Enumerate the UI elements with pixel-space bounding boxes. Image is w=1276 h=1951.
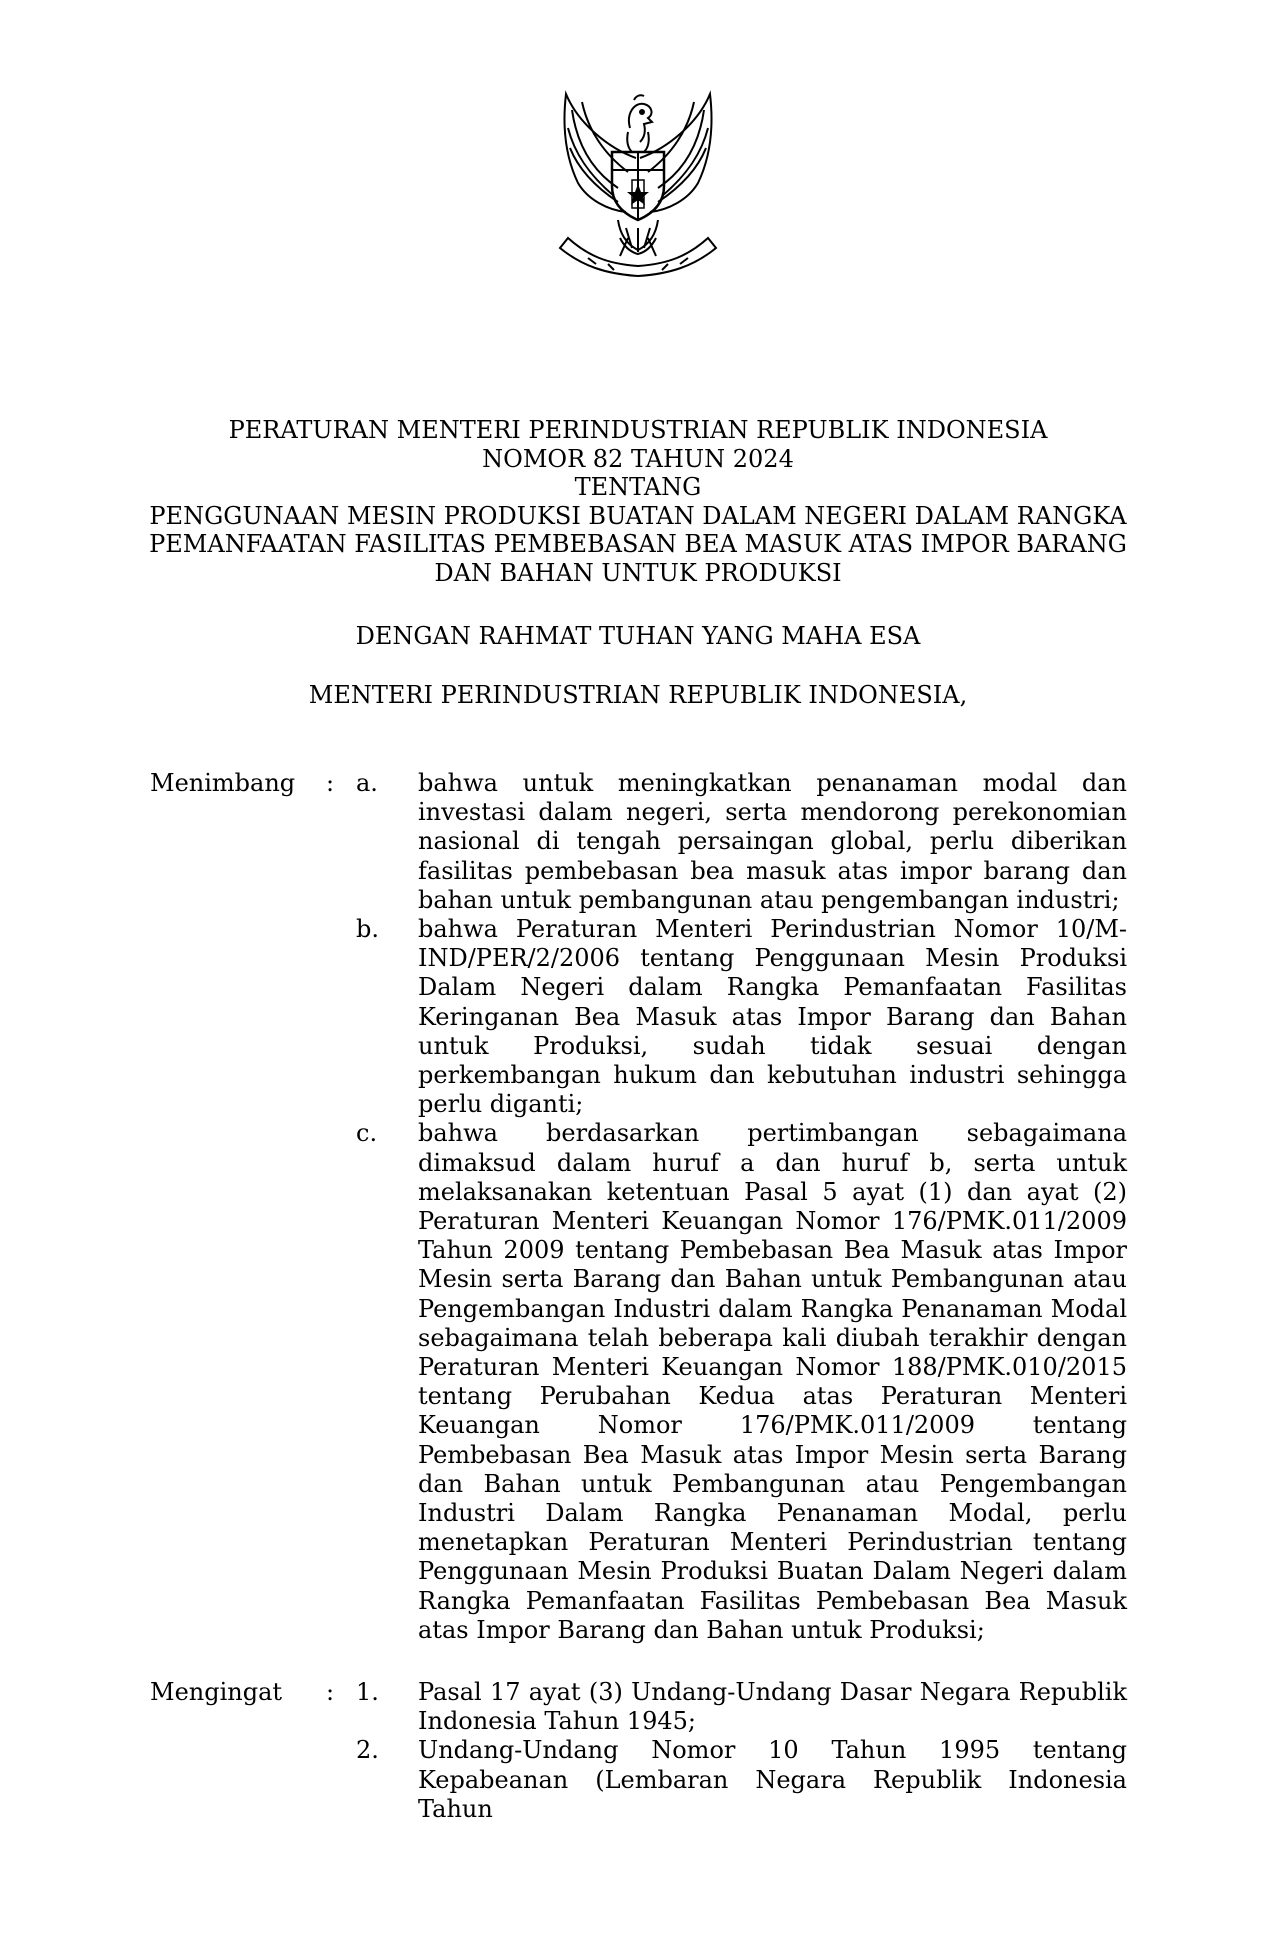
item-text — [418, 1119, 1127, 1645]
menimbang-colon: : — [326, 769, 335, 797]
text-line: untuk Produksi, sudah tidak sesuai dengan — [418, 1031, 1127, 1060]
text-line: dan Bahan untuk Pembangunan atau Pengembangan — [418, 1469, 1127, 1498]
text-line: dimaksud dalam huruf a dan huruf b, serta untuk — [418, 1148, 1127, 1177]
text-line: nasional di tengah persaingan global, perlu diberikan — [418, 827, 1127, 856]
text-line: Keringanan Bea Masuk atas Impor Barang dan Bahan — [418, 1002, 1127, 1031]
item-marker: c. — [356, 1119, 378, 1148]
menimbang-section — [150, 769, 1130, 1645]
text-line: IND/PER/2/2006 tentang Penggunaan Mesin Produksi — [418, 944, 1127, 973]
garuda-emblem-icon — [548, 88, 728, 278]
text-line: Mesin serta Barang dan Bahan untuk Pembangunan atau — [418, 1265, 1127, 1294]
item-marker: a. — [356, 769, 378, 797]
menimbang-item-a — [150, 769, 1130, 915]
text-line: fasilitas pembebasan bea masuk atas impor barang dan — [418, 856, 1127, 885]
text-line: Dalam Negeri dalam Rangka Pemanfaatan Fasilitas — [418, 973, 1127, 1002]
text-line: atas Impor Barang dan Bahan untuk Produksi; — [418, 1615, 985, 1644]
text-line: Tahun 2009 tentang Pembebasan Bea Masuk atas Impor — [418, 1236, 1127, 1265]
text-line: bahan untuk pembangunan atau pengembangan industri; — [418, 885, 1120, 914]
menimbang-item-c — [150, 1119, 1130, 1645]
text-line: Keuangan Nomor 176/PMK.011/2009 tentang — [418, 1411, 1127, 1440]
title-line-2: NOMOR 82 TAHUN 2024 — [482, 444, 794, 473]
title-line-1: PERATURAN MENTERI PERINDUSTRIAN REPUBLIK INDONESIA — [228, 416, 1048, 444]
menimbang-item-b — [150, 915, 1130, 1119]
text-line: Kepabeanan (Lembaran Negara Republik Indonesia Tahun — [418, 1765, 1127, 1823]
title-line-4: PENGGUNAAN MESIN PRODUKSI BUATAN DALAM NEGERI DALAM RANGKA — [149, 501, 1127, 530]
text-line: bahwa Peraturan Menteri Perindustrian Nomor 10/M- — [418, 915, 1127, 944]
title-line-6: DAN BAHAN UNTUK PRODUKSI — [434, 558, 842, 587]
text-line: melaksanakan ketentuan Pasal 5 ayat (1) dan ayat (2) — [418, 1177, 1127, 1206]
text-line: investasi dalam negeri, serta mendorong perekonomian — [418, 798, 1127, 827]
text-line: Indonesia Tahun 1945; — [418, 1707, 696, 1736]
text-line: Pengembangan Industri dalam Rangka Penanaman Modal — [418, 1294, 1127, 1323]
mengingat-section — [150, 1678, 1130, 1824]
opening-invocation: DENGAN RAHMAT TUHAN YANG MAHA ESA — [355, 622, 921, 650]
text-line: perlu diganti; — [418, 1090, 584, 1119]
item-text — [418, 1736, 1127, 1824]
item-text — [418, 915, 1127, 1119]
text-line: sebagaimana telah beberapa kali diubah terakhir dengan — [418, 1323, 1127, 1352]
title-line-3: TENTANG — [574, 473, 702, 501]
text-line: Pasal 17 ayat (3) Undang-Undang Dasar Negara Republik — [418, 1678, 1127, 1706]
title-line-5: PEMANFAATAN FASILITAS PEMBEBASAN BEA MASUK ATAS IMPOR BARANG — [149, 530, 1127, 558]
text-line: bahwa berdasarkan pertimbangan sebagaimana — [418, 1119, 1127, 1148]
mengingat-label: Mengingat — [150, 1678, 283, 1706]
text-line: bahwa untuk meningkatkan penanaman modal dan — [418, 769, 1127, 797]
text-line: Penggunaan Mesin Produksi Buatan Dalam Negeri dalam — [418, 1557, 1127, 1586]
text-line: tentang Perubahan Kedua atas Peraturan Menteri — [418, 1382, 1127, 1411]
text-line: Industri Dalam Rangka Penanaman Modal, perlu — [418, 1499, 1127, 1528]
text-line: Peraturan Menteri Keuangan Nomor 176/PMK.011/2009 — [418, 1207, 1127, 1236]
item-text — [418, 769, 1127, 915]
regulation-title — [140, 416, 1136, 587]
text-line: Undang-Undang Nomor 10 Tahun 1995 tentang — [418, 1736, 1127, 1765]
item-marker: 1. — [356, 1678, 379, 1706]
text-line: Rangka Pemanfaatan Fasilitas Pembebasan Bea Masuk — [418, 1586, 1127, 1615]
mengingat-item-1 — [150, 1678, 1130, 1736]
mengingat-colon: : — [326, 1678, 335, 1706]
opening-minister: MENTERI PERINDUSTRIAN REPUBLIK INDONESIA, — [308, 681, 968, 709]
text-line: perkembangan hukum dan kebutuhan industri sehingga — [418, 1061, 1127, 1090]
text-line: menetapkan Peraturan Menteri Perindustrian tentang — [418, 1528, 1127, 1557]
item-marker: b. — [356, 915, 379, 944]
text-line: Peraturan Menteri Keuangan Nomor 188/PMK.010/2015 — [418, 1353, 1127, 1382]
mengingat-item-2 — [150, 1736, 1130, 1824]
item-text — [418, 1678, 1127, 1736]
text-line: Pembebasan Bea Masuk atas Impor Mesin serta Barang — [418, 1440, 1127, 1469]
item-marker: 2. — [356, 1736, 379, 1765]
menimbang-label: Menimbang — [150, 769, 296, 797]
